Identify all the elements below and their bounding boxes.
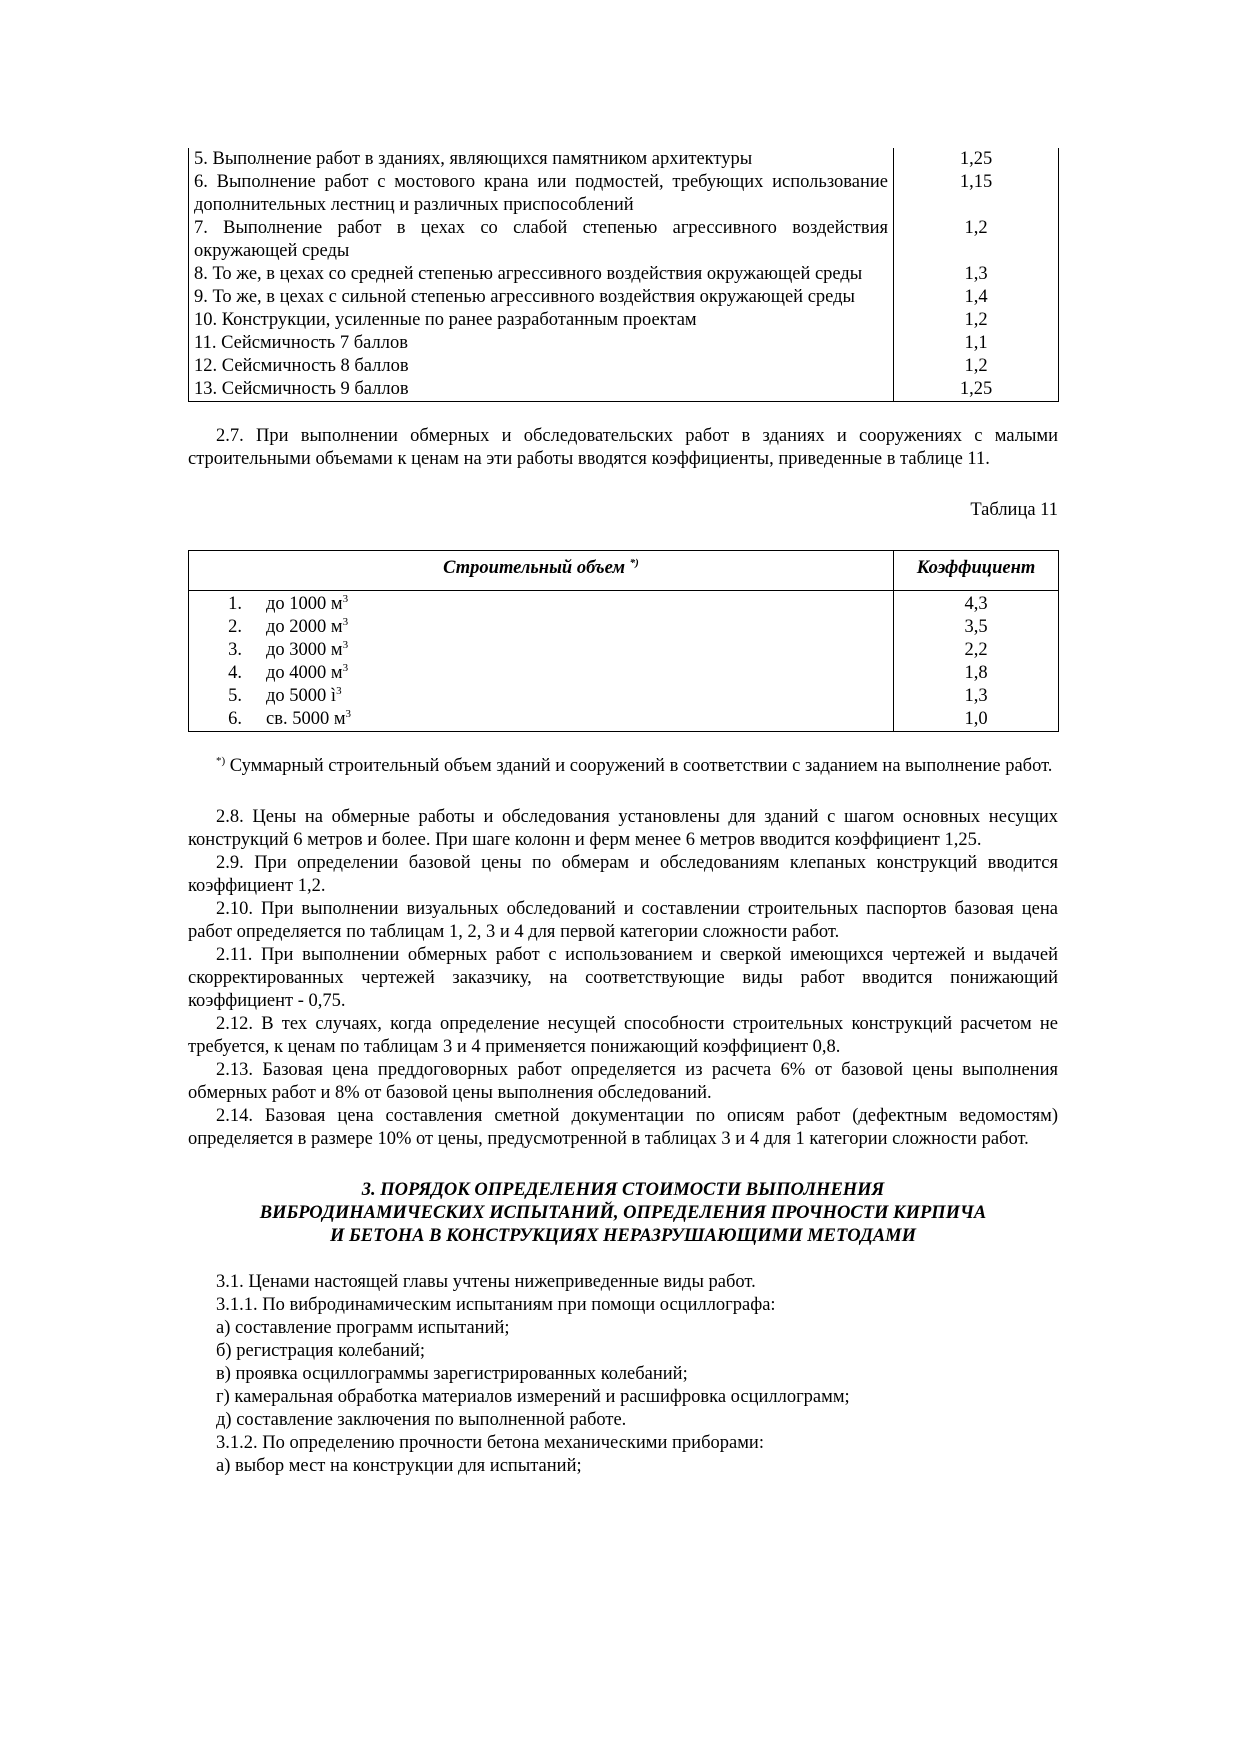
footnote-text: Суммарный строительный объем зданий и сооружений в соответствии с заданием на выполнение работ. bbox=[229, 756, 1053, 776]
paragraph: 2.14. Базовая цена составления сметной документации по описям работ (дефектным ведомостям) определяется в размере 10% от цены, предусмотренной в таблицах 3 и 4 для 1 категории сложности работ. bbox=[188, 1106, 1058, 1149]
section-line: а) выбор мест на конструкции для испытаний; bbox=[216, 1456, 582, 1476]
row-value: 1,1 bbox=[894, 332, 1059, 355]
unit-superscript: 3 bbox=[342, 592, 349, 605]
row-label: до 2000 м bbox=[266, 617, 343, 637]
table-header-row bbox=[189, 551, 1059, 591]
row-text: 6. Выполнение работ с мостового крана или подмостей, требующих использование дополнительных лестниц и различных приспособлений bbox=[189, 171, 894, 217]
row-number: 5. bbox=[228, 686, 242, 706]
table-row bbox=[189, 286, 1059, 309]
paragraph: 2.11. При выполнении обмерных работ с использованием и сверкой имеющихся чертежей и выдачей скорректированных чертежей заказчику, на соответствующие виды работ вводится понижающий коэффициент - 0,75. bbox=[188, 945, 1058, 1011]
row-value: 1,2 bbox=[894, 309, 1059, 332]
section-line: г) камеральная обработка материалов измерений и расшифровка осциллограмм; bbox=[216, 1387, 850, 1407]
row-value: 1,3 bbox=[964, 686, 988, 706]
footnote-mark: *) bbox=[216, 754, 226, 767]
coefficient-table-10 bbox=[188, 148, 1059, 402]
section-title-line: И БЕТОНА В КОНСТРУКЦИЯХ НЕРАЗРУШАЮЩИМИ МЕТОДАМИ bbox=[329, 1226, 917, 1246]
row-label: до 4000 м bbox=[266, 663, 343, 683]
row-text: 10. Конструкции, усиленные по ранее разработанным проектам bbox=[189, 309, 894, 332]
row-label: до 1000 м bbox=[266, 594, 343, 614]
row-number: 2. bbox=[228, 617, 242, 637]
row-number: 1. bbox=[228, 594, 242, 614]
unit-superscript: 3 bbox=[345, 707, 352, 720]
table-row bbox=[189, 378, 1059, 402]
row-value: 1,3 bbox=[894, 263, 1059, 286]
table-row bbox=[189, 217, 1059, 263]
table-row bbox=[189, 662, 1059, 685]
row-number: 4. bbox=[228, 663, 242, 683]
document-page bbox=[188, 148, 1058, 1478]
table-row bbox=[189, 616, 1059, 639]
row-text: 5. Выполнение работ в зданиях, являющихся памятником архитектуры bbox=[189, 148, 894, 171]
unit-superscript: 3 bbox=[342, 615, 349, 628]
unit-superscript: 3 bbox=[342, 638, 349, 651]
table-row bbox=[189, 708, 1059, 732]
header-volume bbox=[189, 551, 894, 591]
row-text: 11. Сейсмичность 7 баллов bbox=[189, 332, 894, 355]
paragraph: 2.10. При выполнении визуальных обследований и составлении строительных паспортов базовая цена работ определяется по таблицам 1, 2, 3 и 4 для первой категории сложности работ. bbox=[188, 899, 1058, 942]
section-line: а) составление программ испытаний; bbox=[216, 1318, 510, 1338]
footnote bbox=[188, 755, 1058, 778]
table-row bbox=[189, 171, 1059, 217]
row-value: 1,0 bbox=[964, 709, 988, 729]
row-text: 7. Выполнение работ в цехах со слабой степенью агрессивного воздействия окружающей среды bbox=[189, 217, 894, 263]
table-row bbox=[189, 639, 1059, 662]
section-title-line: 3. ПОРЯДОК ОПРЕДЕЛЕНИЯ СТОИМОСТИ ВЫПОЛНЕНИЯ bbox=[361, 1180, 885, 1200]
section-line: 3.1. Ценами настоящей главы учтены нижеприведенные виды работ. bbox=[216, 1272, 756, 1292]
header-coefficient: Коэффициент bbox=[894, 551, 1059, 591]
header-volume-label: Строительный объем bbox=[443, 558, 626, 578]
row-number: 3. bbox=[228, 640, 242, 660]
paragraph-2-7: 2.7. При выполнении обмерных и обследовательских работ в зданиях и сооружениях с малыми строительными объемами к ценам на эти работы вводятся коэффициенты, приведенные в таблице 11. bbox=[188, 426, 1058, 469]
table-caption: Таблица 11 bbox=[970, 500, 1058, 520]
section-3-title bbox=[188, 1179, 1058, 1248]
row-label: до 5000 ì bbox=[266, 686, 337, 706]
section-line: в) проявка осциллограммы зарегистрированных колебаний; bbox=[216, 1364, 688, 1384]
row-value: 4,3 bbox=[964, 594, 988, 614]
row-value: 1,25 bbox=[894, 148, 1059, 171]
row-value: 3,5 bbox=[964, 617, 988, 637]
row-text: 9. То же, в цехах с сильной степенью агрессивного воздействия окружающей среды bbox=[189, 286, 894, 309]
paragraph: 2.13. Базовая цена преддоговорных работ определяется из расчета 6% от базовой цены выполнения обмерных работ и 8% от базовой цены выполнения обследований. bbox=[188, 1060, 1058, 1103]
row-text: 13. Сейсмичность 9 баллов bbox=[189, 378, 894, 402]
paragraph: 2.9. При определении базовой цены по обмерам и обследованиям клепаных конструкций вводится коэффициент 1,2. bbox=[188, 853, 1058, 896]
row-value: 1,4 bbox=[894, 286, 1059, 309]
unit-superscript: 3 bbox=[336, 684, 342, 697]
section-line: 3.1.2. По определению прочности бетона механическими приборами: bbox=[216, 1433, 764, 1453]
section-line: б) регистрация колебаний; bbox=[216, 1341, 426, 1361]
section-title-line: ВИБРОДИНАМИЧЕСКИХ ИСПЫТАНИЙ, ОПРЕДЕЛЕНИЯ ПРОЧНОСТИ КИРПИЧА bbox=[259, 1203, 987, 1223]
table-row bbox=[189, 685, 1059, 708]
table-row bbox=[189, 263, 1059, 286]
row-value: 2,2 bbox=[964, 640, 988, 660]
section-line: 3.1.1. По вибродинамическим испытаниям при помощи осциллографа: bbox=[216, 1295, 776, 1315]
row-text: 8. То же, в цехах со средней степенью агрессивного воздействия окружающей среды bbox=[189, 263, 894, 286]
table-row bbox=[189, 309, 1059, 332]
unit-superscript: 3 bbox=[342, 661, 349, 674]
table-row bbox=[189, 591, 1059, 617]
row-value: 1,8 bbox=[964, 663, 988, 683]
footnote-mark: *) bbox=[629, 556, 639, 569]
table-row bbox=[189, 355, 1059, 378]
paragraph: 2.12. В тех случаях, когда определение несущей способности строительных конструкций расчетом не требуется, к ценам по таблицам 3 и 4 применяется понижающий коэффициент 0,8. bbox=[188, 1014, 1058, 1057]
row-value: 1,15 bbox=[894, 171, 1059, 217]
table-row bbox=[189, 148, 1059, 171]
row-value: 1,2 bbox=[894, 355, 1059, 378]
table-row bbox=[189, 332, 1059, 355]
volume-coefficient-table-11 bbox=[188, 550, 1059, 732]
row-label: св. 5000 м bbox=[266, 709, 346, 729]
paragraph: 2.8. Цены на обмерные работы и обследования установлены для зданий с шагом основных несущих конструкций 6 метров и более. При шаге колонн и ферм менее 6 метров вводится коэффициент 1,25. bbox=[188, 807, 1058, 850]
section-line: д) составление заключения по выполненной работе. bbox=[216, 1410, 627, 1430]
row-text: 12. Сейсмичность 8 баллов bbox=[189, 355, 894, 378]
row-value: 1,25 bbox=[894, 378, 1059, 402]
row-number: 6. bbox=[228, 709, 242, 729]
row-label: до 3000 м bbox=[266, 640, 343, 660]
row-value: 1,2 bbox=[894, 217, 1059, 263]
